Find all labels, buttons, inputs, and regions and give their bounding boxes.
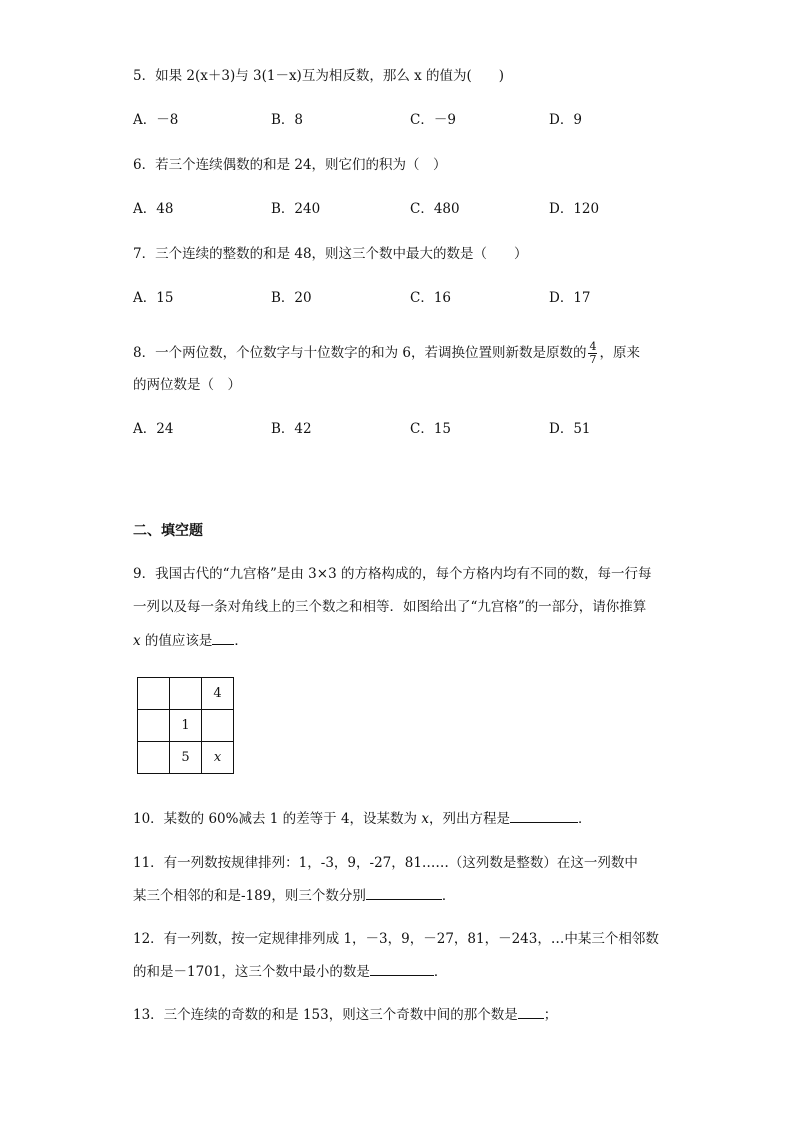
q10-end: ． — [577, 811, 592, 827]
grid-row — [138, 678, 234, 710]
grid-row — [138, 742, 234, 774]
q9-variable: x — [133, 633, 141, 649]
q8-fraction — [588, 341, 597, 366]
grid-row — [138, 710, 234, 742]
question-7-text: 7．三个连续的整数的和是 48，则这三个数中最大的数是（ ） — [133, 246, 528, 262]
question-11-line-2 — [133, 885, 455, 906]
section-title: 二、填空题 — [133, 523, 203, 539]
q10-answer-blank[interactable] — [510, 808, 578, 823]
grid-cell — [202, 710, 234, 742]
grid-cell: 4 — [202, 678, 234, 710]
q8-text-after: ，原来 — [599, 345, 640, 361]
q8-fraction-numerator: 4 — [589, 340, 597, 353]
q12-answer-blank[interactable] — [370, 961, 434, 976]
q13-text: 13．三个连续的奇数的和是 153，则这三个奇数中间的那个数是 — [133, 1007, 518, 1023]
q6-option-d[interactable]: D．120 — [549, 201, 600, 217]
q8-fraction-denominator: 7 — [589, 353, 597, 366]
q8-text-before: 8．一个两位数，个位数字与十位数字的和为 6，若调换位置则新数是原数的 — [133, 345, 587, 361]
grid-cell-x: x — [202, 742, 234, 774]
q8-option-b[interactable]: B．42 — [271, 421, 312, 437]
q11-answer-blank[interactable] — [366, 885, 442, 900]
q8-option-c[interactable]: C．15 — [410, 421, 452, 437]
question-11-line-1: 11．有一列数按规律排列：1，-3，9，-27，81……（这列数是整数）在这一列数中 — [133, 855, 638, 871]
q7-option-a[interactable]: A．15 — [133, 290, 174, 306]
q5-option-d[interactable]: D．9 — [549, 112, 582, 128]
question-13-text — [133, 1004, 557, 1025]
question-10-text — [133, 808, 591, 829]
question-8-line-1 — [133, 338, 640, 368]
q5-option-a[interactable]: A．－8 — [133, 112, 179, 128]
q11-line-2-text: 某三个相邻的和是-189，则三个数分别 — [133, 888, 366, 904]
question-9-line-3 — [133, 630, 248, 651]
q6-option-c[interactable]: C．480 — [410, 201, 460, 217]
question-12-line-2 — [133, 961, 447, 982]
q13-answer-blank[interactable] — [518, 1004, 544, 1019]
grid-cell: 5 — [170, 742, 202, 774]
q7-option-c[interactable]: C．16 — [410, 290, 452, 306]
q7-option-b[interactable]: B．20 — [271, 290, 312, 306]
q13-end: ； — [543, 1007, 558, 1023]
q10-text-before: 10．某数的 60%减去 1 的差等于 4，设某数为 — [133, 811, 422, 827]
question-12-line-1: 12．有一列数，按一定规律排列成 1，－3，9，－27，81，－243，…中某三个相邻数 — [133, 931, 659, 947]
q6-option-a[interactable]: A．48 — [133, 201, 174, 217]
question-5-text: 5．如果 2(x＋3)与 3(1－x)互为相反数，那么 x 的值为( ) — [133, 68, 505, 84]
q11-end: ． — [441, 888, 456, 904]
q9-line-3-end: ． — [234, 633, 248, 649]
nine-square-grid — [137, 677, 234, 774]
grid-cell — [138, 678, 170, 710]
q6-option-b[interactable]: B．240 — [271, 201, 321, 217]
q10-variable: x — [421, 811, 429, 827]
question-9-line-2: 一列以及每一条对角线上的三个数之和相等．如图给出了“九宫格”的一部分，请你推算 — [133, 599, 647, 615]
q7-option-d[interactable]: D．17 — [549, 290, 591, 306]
question-6-text: 6．若三个连续偶数的和是 24，则它们的积为（ ） — [133, 157, 447, 173]
grid-cell — [138, 710, 170, 742]
q9-answer-blank[interactable] — [212, 630, 234, 645]
q8-option-d[interactable]: D．51 — [549, 421, 591, 437]
grid-cell — [138, 742, 170, 774]
q9-line-3-text: 的值应该是 — [140, 633, 213, 649]
question-9-line-1: 9．我国古代的“九宫格”是由 3×3 的方格构成的，每个方格内均有不同的数，每一行每 — [133, 566, 652, 582]
q10-text-after: ，列出方程是 — [428, 811, 510, 827]
q12-end: ． — [433, 964, 448, 980]
q8-option-a[interactable]: A．24 — [133, 421, 174, 437]
q5-option-c[interactable]: C．－9 — [410, 112, 456, 128]
question-8-line-2: 的两位数是（ ） — [133, 377, 241, 393]
grid-cell — [170, 678, 202, 710]
grid-cell: 1 — [170, 710, 202, 742]
q12-line-2-text: 的和是－1701，这三个数中最小的数是 — [133, 964, 370, 980]
q5-option-b[interactable]: B．8 — [271, 112, 304, 128]
